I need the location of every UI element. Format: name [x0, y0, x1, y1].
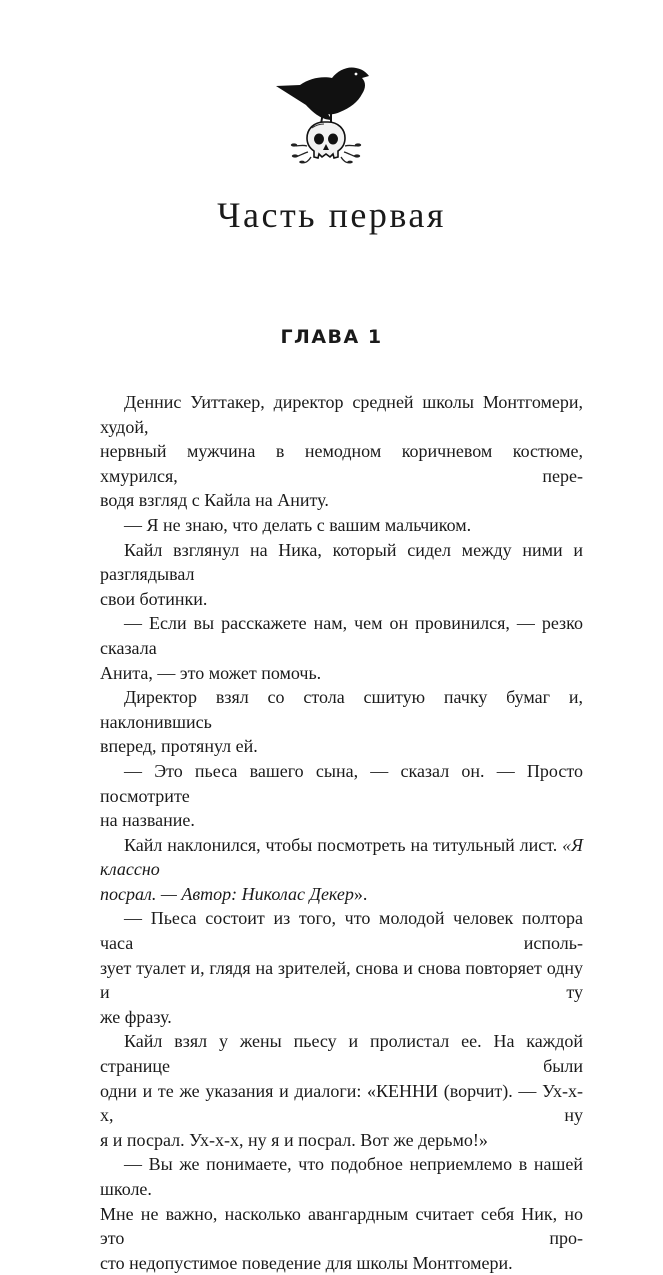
text-line: Анита, — это может помочь. — [100, 662, 322, 683]
text-line: же фразу. — [100, 1006, 172, 1027]
chapter-title: ГЛАВА 1 — [280, 326, 383, 348]
text-line — [100, 833, 583, 882]
play-title-italic: посрал. — Автор: Николас Декер — [100, 883, 354, 904]
text-line: Деннис Уиттакер, директор средней школы Монтгомери, худой, — [100, 392, 583, 437]
text-line: — Вы же понимаете, что подобное неприемлемо в нашей школе. — [100, 1154, 583, 1199]
text-line: одни и те же указания и диалоги: «КЕННИ (ворчит). — Ух-х-х, ну — [100, 1080, 583, 1126]
text-line: — Я не знаю, что делать с вашим мальчиком. — [124, 514, 472, 535]
raven-on-skull-icon — [266, 58, 386, 168]
text-line: — Пьеса состоит из того, что молодой человек полтора часа исполь- — [100, 908, 583, 954]
text-run: ». — [353, 883, 368, 904]
text-line: зует туалет и, глядя на зрителей, снова и снова повторяет одну и ту — [100, 957, 583, 1003]
text-line: на название. — [100, 810, 195, 831]
part-title: Часть первая — [217, 195, 446, 235]
text-line: Директор взял со стола сшитую пачку бумаг и, наклонившись — [100, 687, 583, 732]
text-line: водя взгляд с Кайла на Аниту. — [100, 490, 329, 511]
text-line: Кайл взял у жены пьесу и пролистал ее. На каждой странице были — [100, 1031, 583, 1077]
text-line: — Это пьеса вашего сына, — сказал он. — Просто посмотрите — [100, 760, 583, 806]
text-line: нервный мужчина в немодном коричневом костюме, хмурился, пере- — [100, 441, 583, 486]
text-line: — Если вы расскажете нам, чем он провинился, — резко сказала — [100, 613, 583, 658]
text-line: сто недопустимое поведение для школы Монтгомери. — [100, 1252, 513, 1273]
text-run: Кайл наклонился, чтобы посмотреть на титульный лист. — [124, 834, 563, 855]
play-title-italic: «Я классно — [100, 834, 583, 880]
text-line: вперед, протянул ей. — [100, 736, 258, 757]
text-line — [100, 882, 583, 907]
text-line: Мне не важно, насколько авангардным считает себя Ник, но это про- — [100, 1203, 583, 1249]
body-text — [100, 390, 583, 1275]
text-line: Кайл взглянул на Ника, который сидел между ними и разглядывал — [100, 539, 583, 585]
text-line: свои ботинки. — [100, 588, 208, 609]
text-line: я и посрал. Ух-х-х, ну я и посрал. Вот же дерьмо!» — [100, 1129, 488, 1150]
